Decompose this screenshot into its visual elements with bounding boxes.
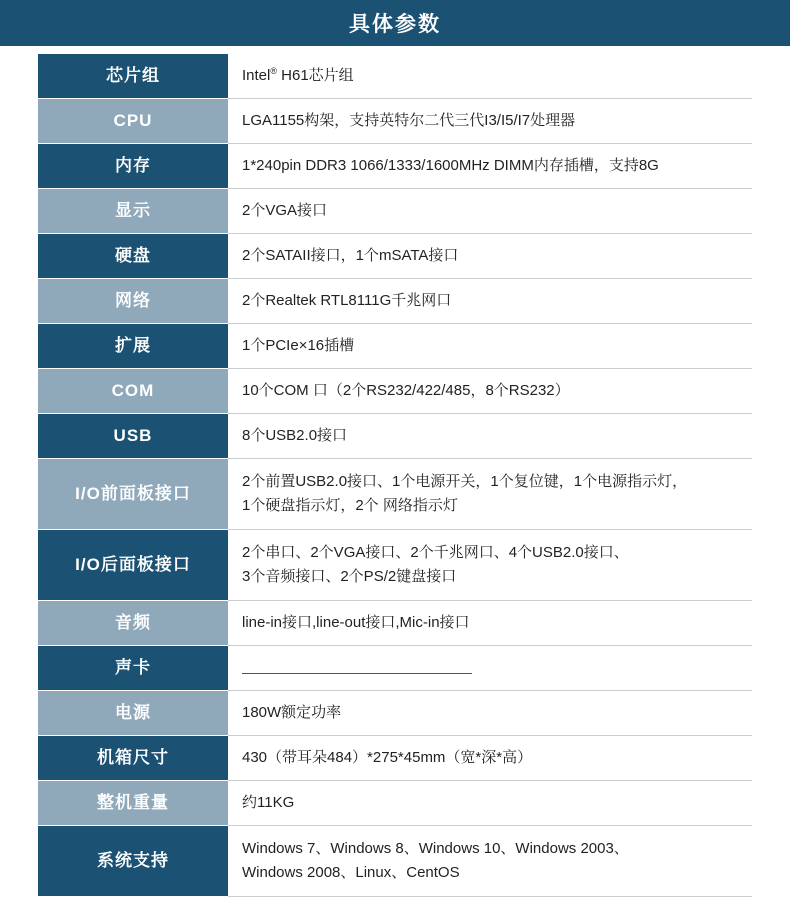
table-row	[38, 369, 752, 414]
spec-value	[228, 279, 752, 324]
spec-value	[228, 691, 752, 736]
table-row	[38, 826, 752, 897]
spec-label: I/O前面板接口	[38, 459, 228, 530]
spec-label: 硬盘	[38, 234, 228, 279]
spec-value	[228, 54, 752, 99]
page-title-bar	[0, 0, 790, 46]
table-row	[38, 414, 752, 459]
table-row	[38, 99, 752, 144]
spec-label: 网络	[38, 279, 228, 324]
spec-label: 音频	[38, 601, 228, 646]
spec-label: 芯片组	[38, 54, 228, 99]
table-row	[38, 189, 752, 234]
spec-value-line: 8个USB2.0接口	[242, 427, 348, 444]
spec-table	[38, 54, 752, 897]
spec-label: 机箱尺寸	[38, 736, 228, 781]
spec-value	[228, 781, 752, 826]
page-title: 具体参数	[349, 13, 441, 36]
spec-value	[228, 324, 752, 369]
spec-label: 电源	[38, 691, 228, 736]
table-row	[38, 459, 752, 530]
table-row	[38, 736, 752, 781]
spec-label: 整机重量	[38, 781, 228, 826]
table-row	[38, 646, 752, 691]
spec-label: CPU	[38, 99, 228, 144]
spec-value	[228, 736, 752, 781]
table-row	[38, 601, 752, 646]
table-row	[38, 144, 752, 189]
spec-value	[228, 646, 752, 691]
spec-value-line: 约11KG	[242, 794, 295, 811]
spec-label: 内存	[38, 144, 228, 189]
spec-value-line: Windows 7、Windows 8、Windows 10、Windows 2003、	[242, 840, 629, 857]
table-row	[38, 279, 752, 324]
spec-label: 扩展	[38, 324, 228, 369]
spec-value	[228, 189, 752, 234]
table-row	[38, 530, 752, 601]
spec-value-line: 430（带耳朵484）*275*45mm（宽*深*高）	[242, 749, 533, 766]
spec-value	[228, 530, 752, 601]
spec-label: 系统支持	[38, 826, 228, 897]
spec-value-line: 2个VGA接口	[242, 202, 328, 219]
spec-value-line: 2个Realtek RTL8111G千兆网口	[242, 292, 452, 309]
spec-label: 声卡	[38, 646, 228, 691]
spec-value-line: 180W额定功率	[242, 704, 342, 721]
table-row	[38, 691, 752, 736]
spec-value	[228, 459, 752, 530]
spec-value-line: LGA1155构架，支持英特尔二代三代I3/I5/I7处理器	[242, 112, 576, 129]
spec-label: USB	[38, 414, 228, 459]
spec-value-line: 1个硬盘指示灯，2个 网络指示灯	[242, 497, 458, 514]
spec-value	[228, 234, 752, 279]
spec-value-line: Intel® H61芯片组	[242, 66, 354, 84]
spec-value	[228, 414, 752, 459]
spec-label: I/O后面板接口	[38, 530, 228, 601]
registered-mark: ®	[270, 66, 277, 76]
spec-value	[228, 826, 752, 897]
spec-value-line: 2个前置USB2.0接口、1个电源开关，1个复位键，1个电源指示灯，	[242, 473, 688, 490]
spec-value-line: line-in接口,line-out接口,Mic-in接口	[242, 614, 470, 631]
spec-value-line: 2个SATAII接口，1个mSATA接口	[242, 247, 459, 264]
spec-value	[228, 144, 752, 189]
spec-value-line: 2个串口、2个VGA接口、2个千兆网口、4个USB2.0接口、	[242, 544, 629, 561]
spec-value-line: 1*240pin DDR3 1066/1333/1600MHz DIMM内存插槽，支持8G	[242, 157, 659, 174]
spec-value-line: 3个音频接口、2个PS/2键盘接口	[242, 568, 457, 585]
blank-rule	[242, 673, 472, 674]
table-row	[38, 324, 752, 369]
spec-value	[228, 601, 752, 646]
spec-value-line: 10个COM 口（2个RS232/422/485，8个RS232）	[242, 382, 570, 399]
spec-value-line: 1个PCIe×16插槽	[242, 337, 355, 354]
spec-label: COM	[38, 369, 228, 414]
table-row	[38, 54, 752, 99]
table-row	[38, 234, 752, 279]
spec-value-line: Windows 2008、Linux、CentOS	[242, 864, 460, 881]
table-row	[38, 781, 752, 826]
spec-value	[228, 369, 752, 414]
spec-label: 显示	[38, 189, 228, 234]
spec-value	[228, 99, 752, 144]
